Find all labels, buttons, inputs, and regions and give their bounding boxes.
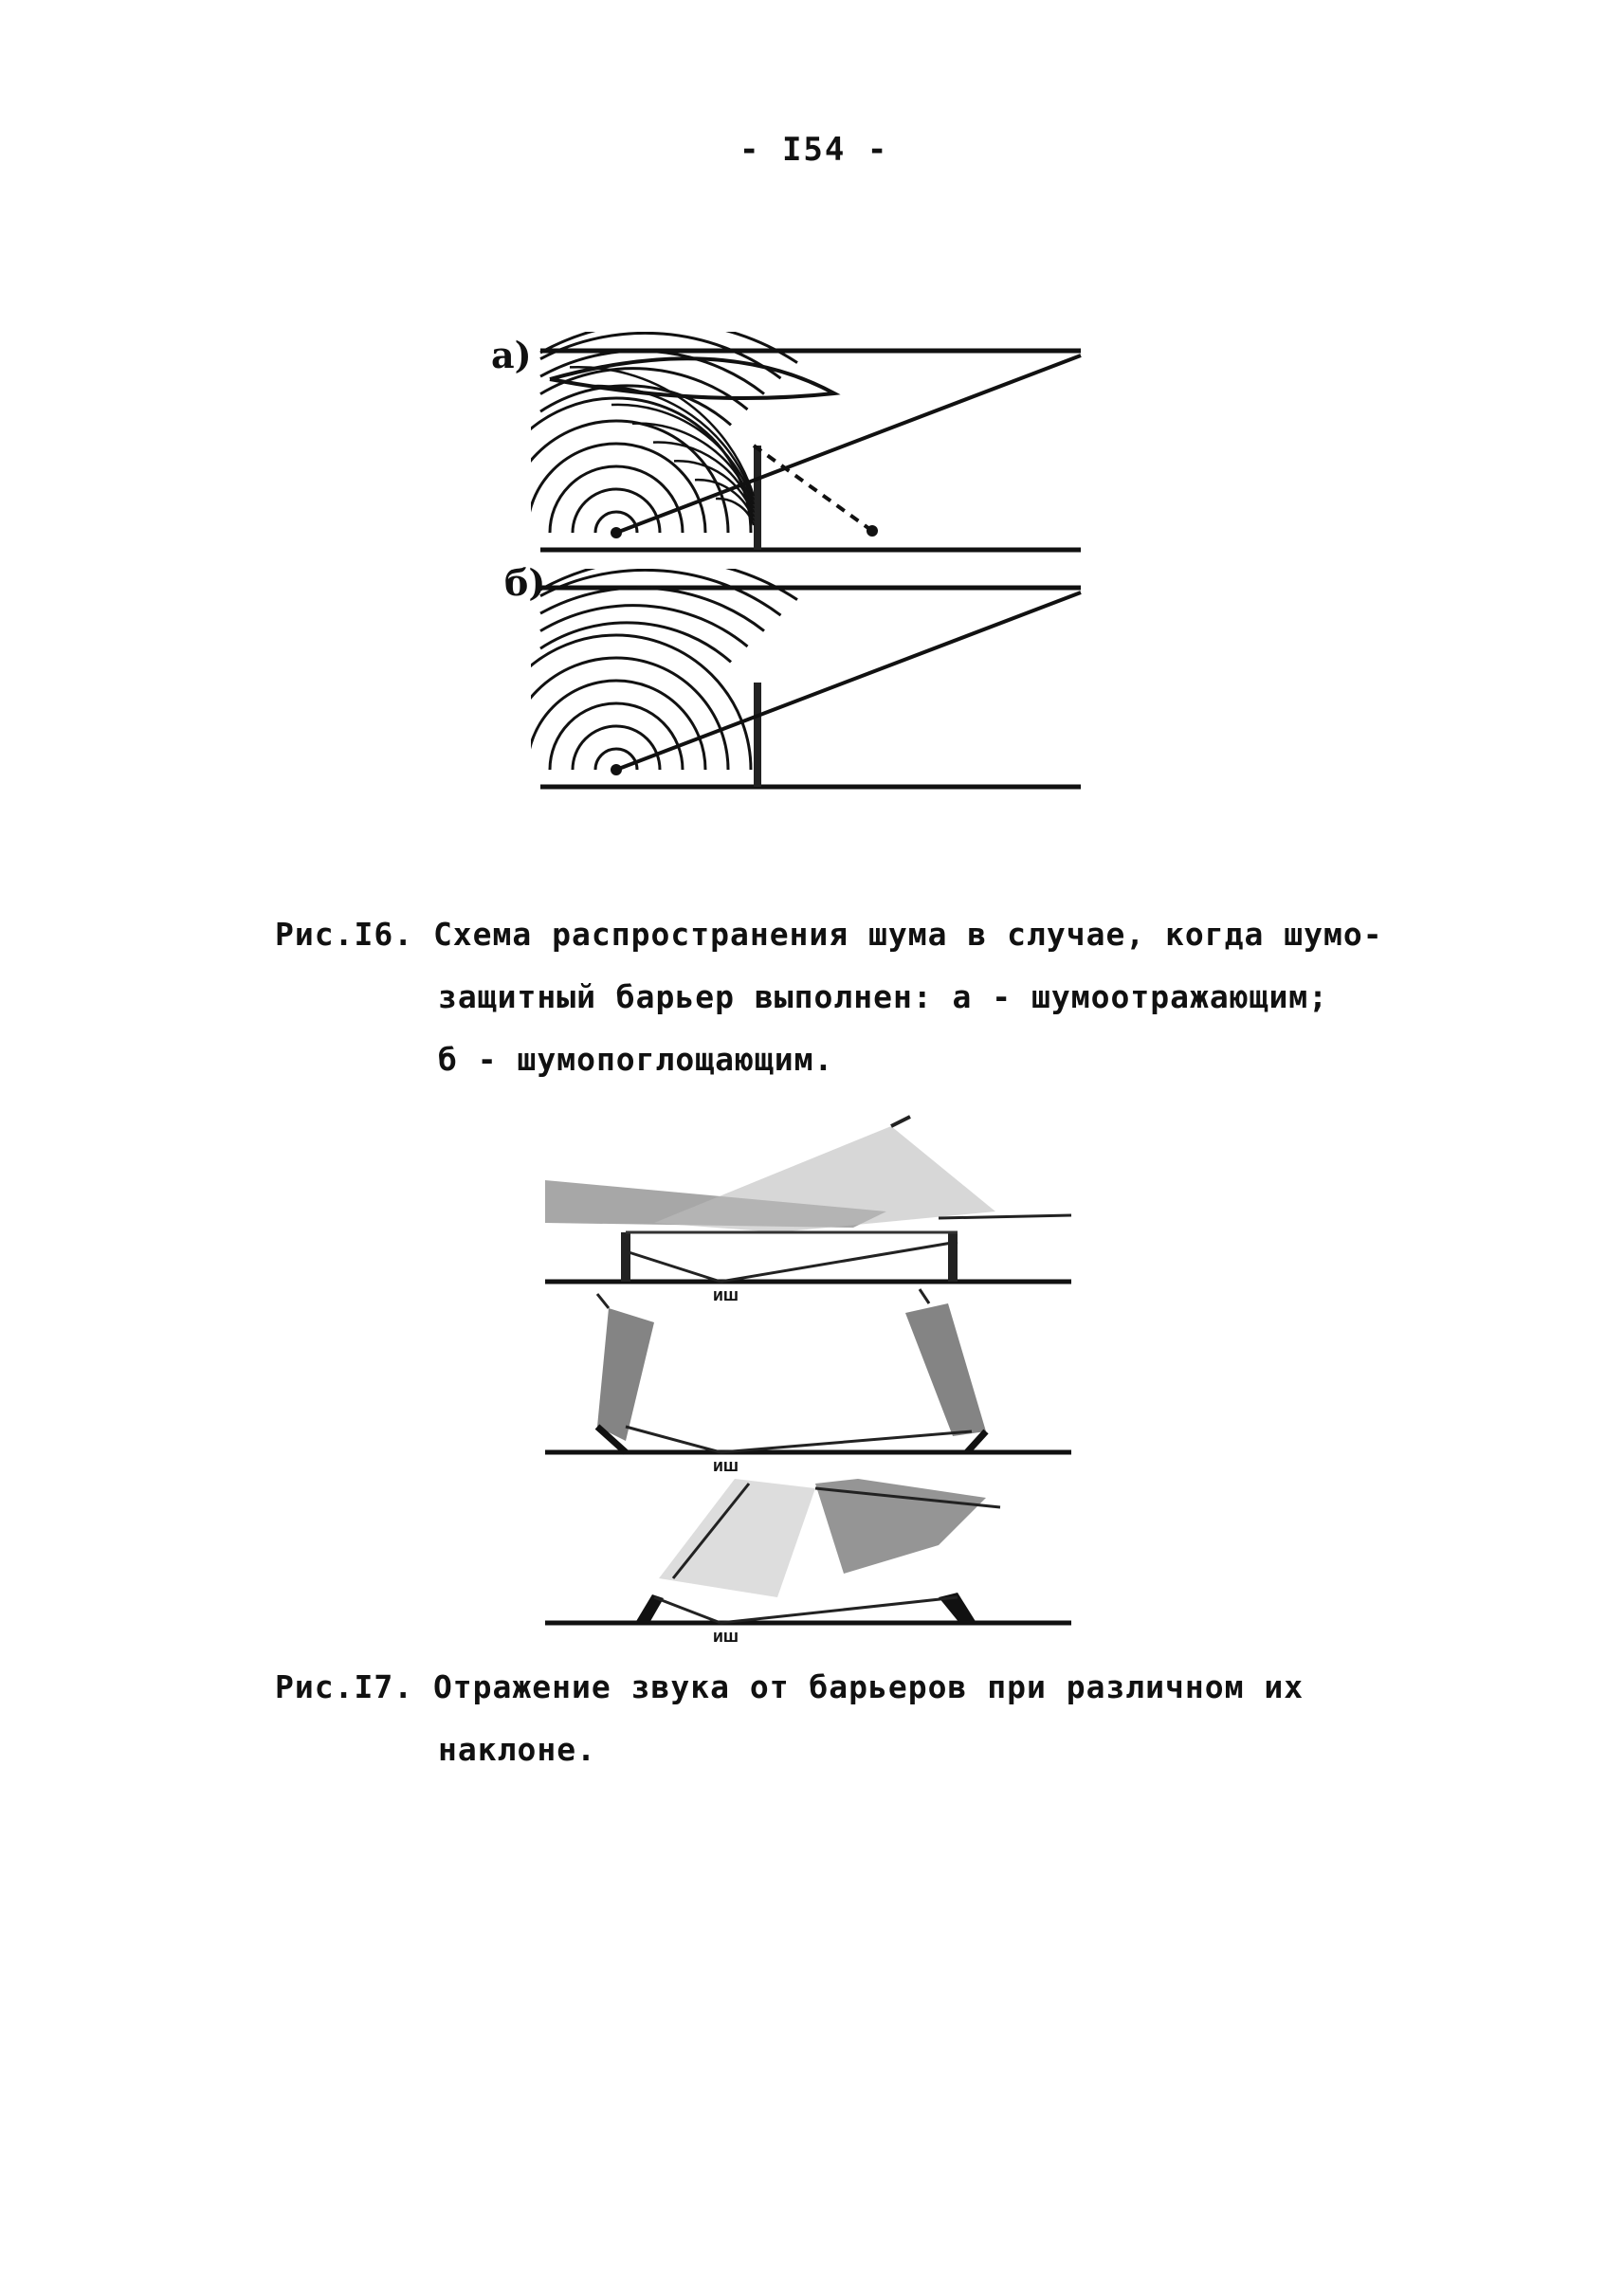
source-label-3: ИШ — [713, 1631, 739, 1646]
source-label-2: ИШ — [713, 1461, 739, 1475]
figure-16-caption-line-3: б - шумопоглощающим. — [438, 1041, 834, 1078]
figure-16b-diagram — [531, 569, 1100, 806]
barrier — [754, 446, 761, 550]
figure-16-caption-line-2: защитный барьер выполнен: а - шумоотражающим; — [438, 978, 1329, 1015]
panel-b-label: б) — [504, 561, 546, 604]
figure-17-panel-vertical-barriers — [545, 1117, 1071, 1282]
noise-source-point — [611, 764, 622, 775]
page-number: - I54 - — [739, 131, 889, 169]
panel-a-label: а) — [491, 334, 532, 376]
source-label-1: ИШ — [713, 1290, 739, 1304]
figure-17-panel-inward-barriers — [545, 1479, 1071, 1623]
figure-16-caption-line-1: Рис.I6. Схема распространения шума в случае, когда шумо- — [275, 916, 1383, 953]
receiver-point — [867, 525, 878, 537]
figure-17-caption-line-1: Рис.I7. Отражение звука от барьеров при различном их — [275, 1668, 1305, 1705]
figure-16a-diagram — [531, 332, 1100, 569]
figure-17-caption-line-2: наклоне. — [438, 1731, 596, 1768]
barrier — [754, 683, 761, 787]
figure-17-diagram — [531, 1100, 1100, 1649]
figure-17-panel-outward-barriers — [545, 1289, 1071, 1452]
noise-source-point — [611, 527, 622, 538]
